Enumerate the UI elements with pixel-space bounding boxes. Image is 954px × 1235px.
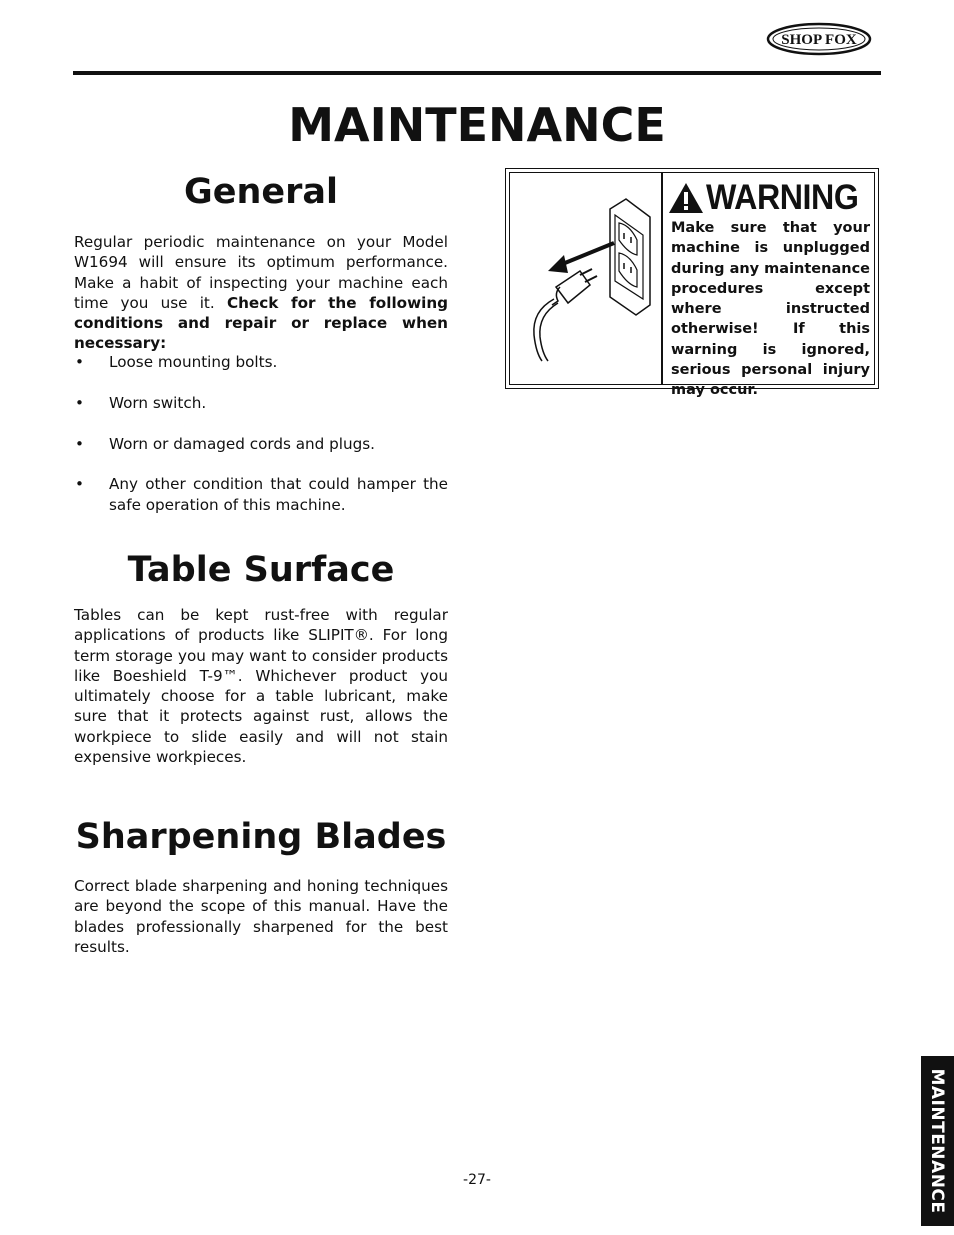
list-item-text: Any other condition that could hamper the safe operation of this machine.: [109, 475, 448, 514]
section-tab-label: MAINTENANCE: [927, 1068, 947, 1214]
warning-header: [666, 179, 874, 215]
page-number: -27-: [463, 1172, 491, 1188]
table-surface-body: Tables can be kept rust-free with regular applications of products like SLIPIT®. For long term storage you may want to consider products like Boeshield T-9™. Whichever product you ultimately choose for a table lubricant, make sure that it protects against rust, allows the workpiece to slide easily and will not stain expensive workpieces.: [74, 606, 448, 767]
table-surface-heading: Table Surface: [127, 550, 395, 590]
warning-divider: [661, 173, 663, 384]
list-item: • Any other condition that could hamper the safe operation of this machine.: [75, 475, 448, 514]
list-item: • Worn or damaged cords and plugs.: [75, 434, 375, 453]
header-rule: [73, 71, 881, 75]
list-item-text: Worn or damaged cords and plugs.: [109, 434, 375, 453]
unplug-icon: [518, 195, 658, 365]
sharpening-body: Correct blade sharpening and honing techniques are beyond the scope of this manual. Have the blades professionally sharpened for the best results.: [74, 877, 448, 956]
sharpening-heading: Sharpening Blades: [75, 817, 447, 857]
general-intro-bold: Check for the following conditions and repair or replace when necessary:: [74, 293, 449, 353]
warning-triangle-icon: [668, 182, 704, 214]
list-item: • Worn switch.: [75, 393, 207, 412]
general-heading: General: [184, 172, 338, 212]
inspection-list: [74, 352, 448, 535]
general-intro: [74, 232, 448, 354]
warning-box: [505, 168, 879, 399]
warning-inner-border: [509, 172, 875, 399]
warning-label: WARNING: [706, 178, 859, 217]
warning-text: Make sure that your machine is unplugged during any maintenance procedures except where instructed otherwise! If this warning is ignored, serious personal injury may occur.: [671, 220, 870, 399]
section-tab: [921, 1056, 954, 1226]
list-item: • Loose mounting bolts.: [75, 353, 278, 371]
list-item-text: Worn switch.: [109, 393, 207, 412]
list-item-text: Loose mounting bolts.: [109, 353, 278, 371]
brand-text: SHOP FOX: [781, 32, 857, 48]
general-intro-text: Regular periodic maintenance on your Model W1694 will ensure its optimum performance. Make a habit of inspecting your machine each time you use it.: [74, 233, 448, 312]
shop-fox-logo: [766, 22, 872, 56]
page-title: MAINTENANCE: [288, 98, 666, 152]
